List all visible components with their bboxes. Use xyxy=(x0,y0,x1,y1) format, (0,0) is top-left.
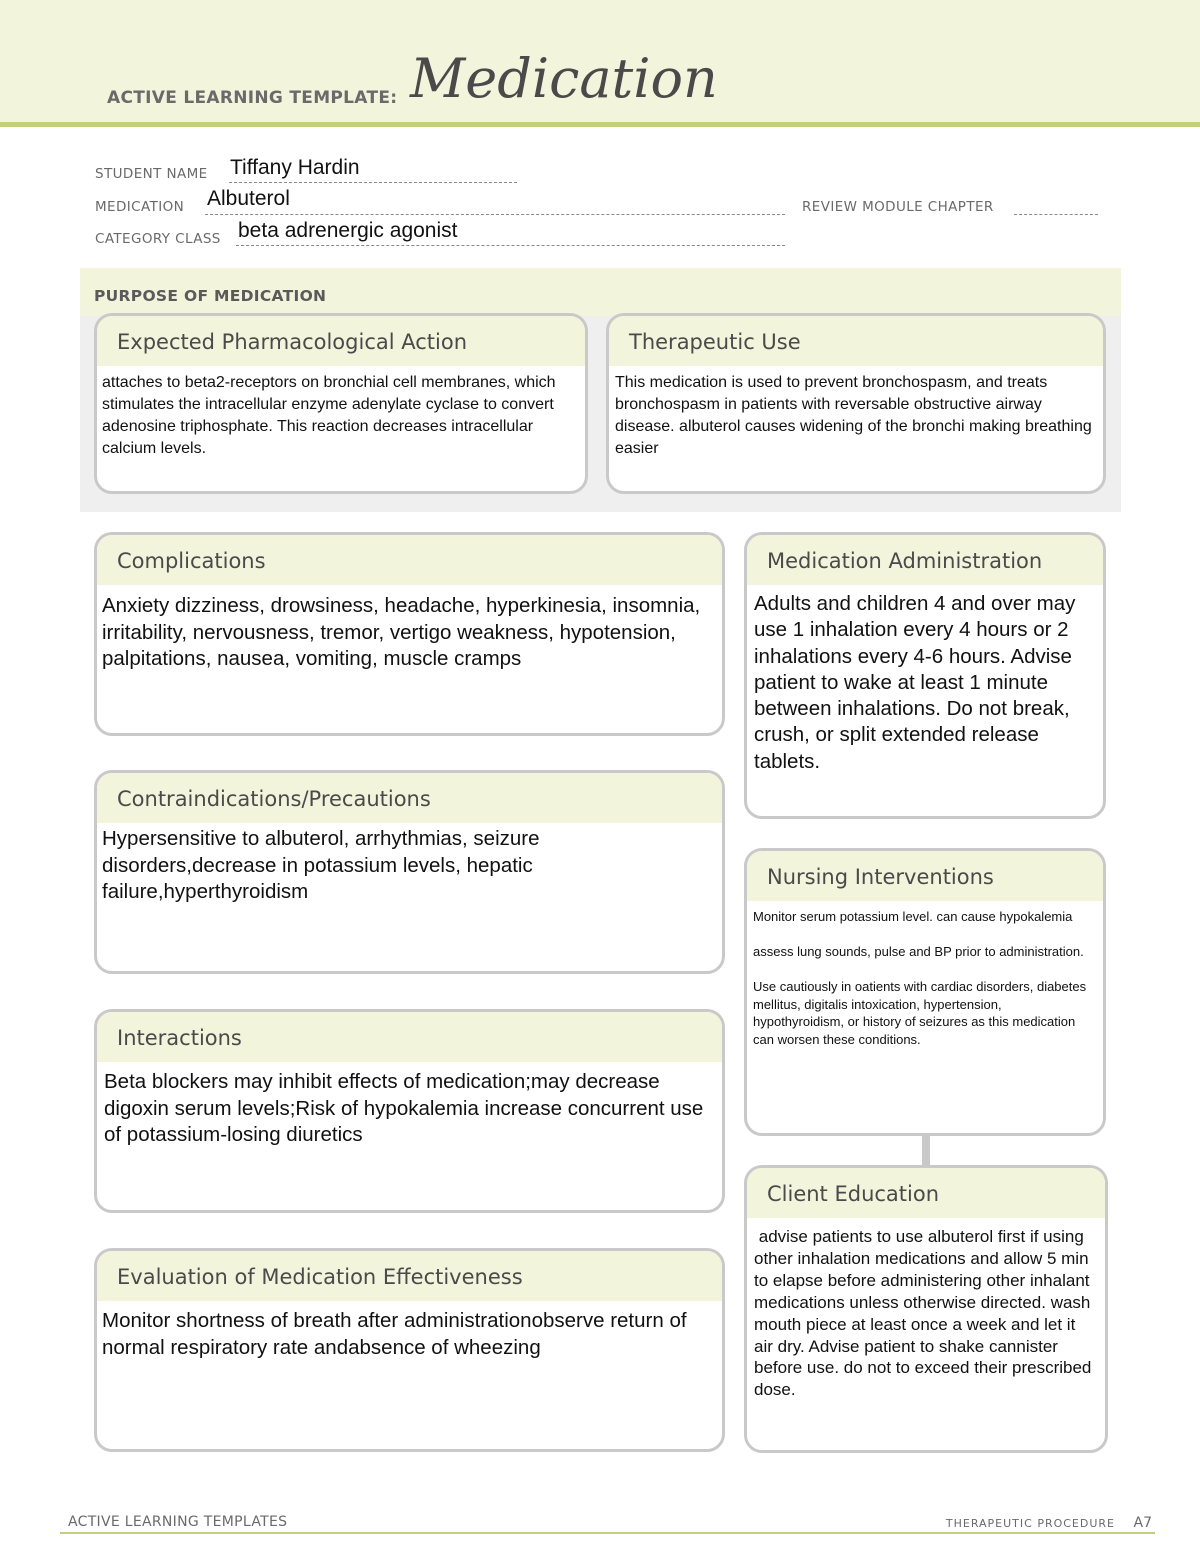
nursing-interventions-text[interactable] xyxy=(753,908,1093,1048)
complications-title: Complications xyxy=(117,549,266,573)
evaluation-box xyxy=(94,1248,725,1452)
template-label: ACTIVE LEARNING TEMPLATE: xyxy=(107,88,398,108)
interactions-box xyxy=(94,1009,725,1213)
category-class-value[interactable]: beta adrenergic agonist xyxy=(238,219,458,242)
footer-right: THERAPEUTIC PROCEDURE xyxy=(945,1517,1115,1530)
contraindications-title: Contraindications/Precautions xyxy=(117,787,431,811)
box-connector xyxy=(922,1135,930,1167)
footer-rule xyxy=(60,1532,1155,1534)
student-name-label: STUDENT NAME xyxy=(95,166,208,182)
contraindications-box xyxy=(94,770,725,974)
evaluation-title: Evaluation of Medication Effectiveness xyxy=(117,1265,523,1289)
nursing-para-1: Monitor serum potassium level. can cause hypokalemia xyxy=(753,909,1073,924)
contraindications-text[interactable]: Hypersensitive to albuterol, arrhythmias, seizure disorders,decrease in potassium levels, hepatic failure,hyperthyroidism xyxy=(102,827,540,903)
administration-box xyxy=(744,532,1106,819)
therapeutic-use-box xyxy=(606,313,1106,494)
interactions-text[interactable]: Beta blockers may inhibit effects of medication;may decrease digoxin serum levels;Risk of hypokalemia increase concurrent use of potassium-losing diuretics xyxy=(104,1070,704,1146)
administration-title: Medication Administration xyxy=(767,549,1043,573)
nursing-interventions-box xyxy=(744,848,1106,1136)
evaluation-text[interactable]: Monitor shortness of breath after administrationobserve return of normal respiratory rate andabsence of wheezing xyxy=(102,1309,687,1359)
therapeutic-use-title: Therapeutic Use xyxy=(629,330,801,354)
review-module-line[interactable] xyxy=(1014,214,1098,215)
client-education-text[interactable]: advise patients to use albuterol first if using other inhalation medications and allow 5 min to elapse before administering other inhalant medications unless otherwise directed. wash mouth piece at least once a week and let it air dry. Advise patient to shake cannister before use. do not to exceed their prescribed dose. xyxy=(754,1227,1097,1400)
footer-left: ACTIVE LEARNING TEMPLATES xyxy=(68,1514,288,1530)
student-name-line xyxy=(229,182,517,183)
therapeutic-use-text[interactable]: This medication is used to prevent bronchospasm, and treats bronchospasm in patients with reversable obstructive airway disease. albuterol causes widening of the bronchi making breathing easier xyxy=(615,374,1092,457)
administration-text[interactable]: Adults and children 4 and over may use 1 inhalation every 4 hours or 2 inhalations every 4-6 hours. Advise patient to wake at least 1 minute between inhalations. Do not break, crush, or split extended release tablets. xyxy=(754,592,1076,773)
complications-text[interactable]: Anxiety dizziness, drowsiness, headache, hyperkinesia, insomnia, irritability, nervousness, tremor, vertigo weakness, hypotension, palpitations, nausea, vomiting, muscle cramps xyxy=(102,594,701,670)
expected-action-box xyxy=(94,313,588,494)
expected-action-title: Expected Pharmacological Action xyxy=(117,330,468,354)
header-rule xyxy=(0,122,1200,127)
template-title: Medication xyxy=(410,47,718,110)
medication-value[interactable]: Albuterol xyxy=(207,187,290,210)
page-number: A7 xyxy=(1133,1515,1152,1531)
client-education-title: Client Education xyxy=(767,1182,940,1206)
nursing-para-2: assess lung sounds, pulse and BP prior to administration. xyxy=(753,944,1084,959)
review-module-label: REVIEW MODULE CHAPTER xyxy=(802,199,994,215)
purpose-title: PURPOSE OF MEDICATION xyxy=(94,287,327,305)
medication-line xyxy=(205,214,785,215)
medication-label: MEDICATION xyxy=(95,199,185,215)
interactions-title: Interactions xyxy=(117,1026,242,1050)
student-name-value[interactable]: Tiffany Hardin xyxy=(230,156,360,179)
client-education-box xyxy=(744,1165,1108,1453)
category-class-line xyxy=(236,245,785,246)
category-class-label: CATEGORY CLASS xyxy=(95,231,221,247)
nursing-interventions-title: Nursing Interventions xyxy=(767,865,994,889)
complications-box xyxy=(94,532,725,736)
expected-action-text[interactable]: attaches to beta2-receptors on bronchial cell membranes, which stimulates the intracellular enzyme adenylate cyclase to convert adenosine triphosphate. This reaction decreases intracellular calcium levels. xyxy=(102,374,556,457)
nursing-para-3: Use cautiously in oatients with cardiac disorders, diabetes mellitus, digitalis intoxication, hypertension, hypothyroidism, or history of seizures as this medication can worsen these conditions. xyxy=(753,979,1087,1047)
